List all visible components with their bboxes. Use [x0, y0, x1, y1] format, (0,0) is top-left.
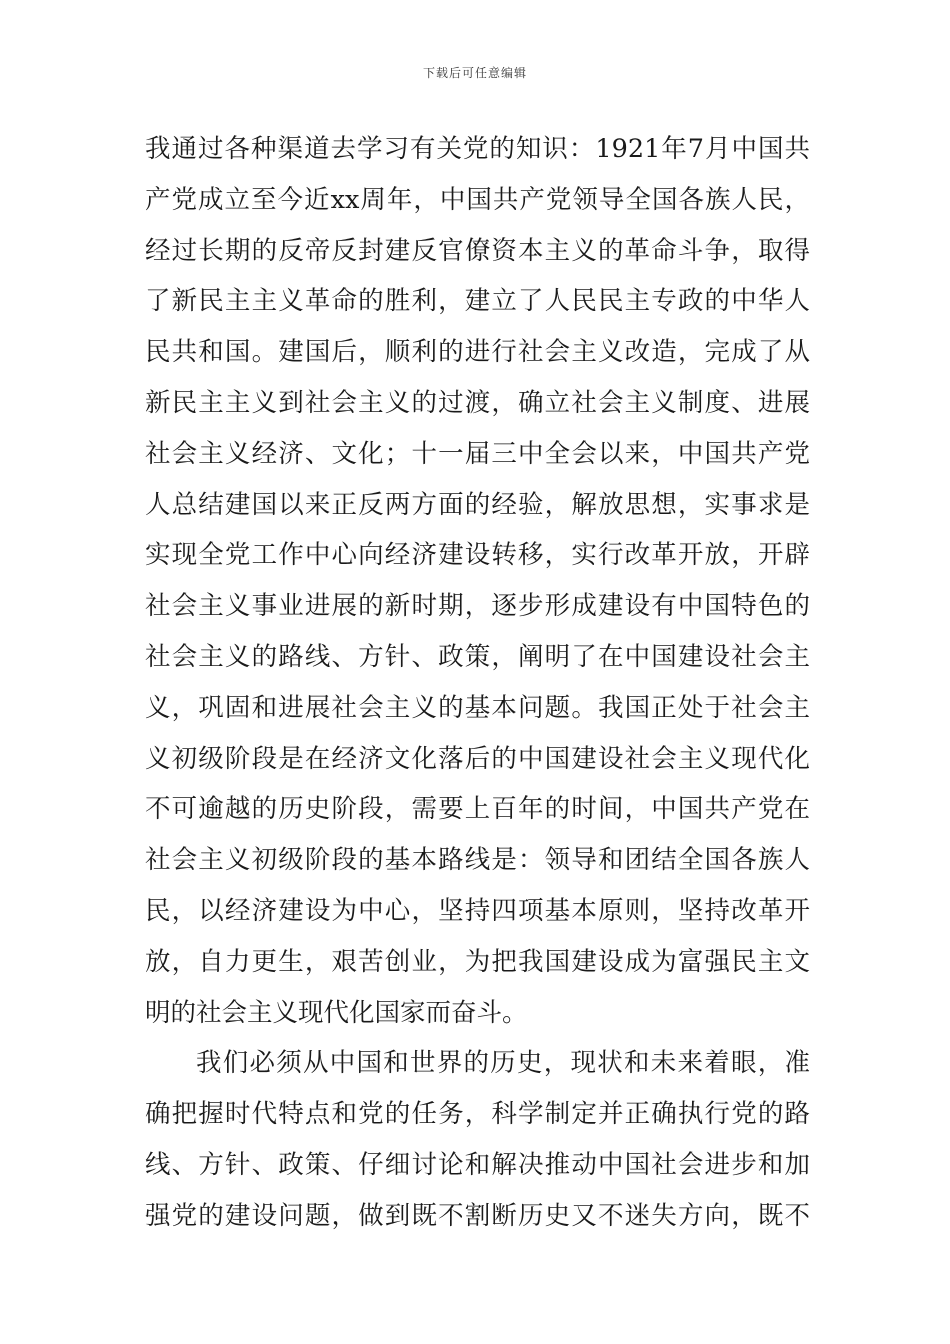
- paragraph-2: [145, 1038, 810, 1241]
- text-line: 强党的建设问题，做到既不割断历史又不迷失方向，既不: [145, 1200, 810, 1231]
- text-line: 实现全党工作中心向经济建设转移，实行改革开放，开辟: [145, 540, 810, 571]
- text-line: 了新民主主义革命的胜利，建立了人民民主专政的中华人: [145, 286, 810, 317]
- text-line: 社会主义的路线、方针、政策，阐明了在中国建设社会主: [145, 641, 810, 672]
- text-line: 我们必须从中国和世界的历史，现状和未来着眼，准: [196, 1048, 810, 1079]
- text-line: 义初级阶段是在经济文化落后的中国建设社会主义现代化: [145, 743, 810, 774]
- text-line: 产党成立至今近xx周年，中国共产党领导全国各族人民，: [145, 184, 810, 215]
- text-line: 民，以经济建设为中心，坚持四项基本原则，坚持改革开: [145, 895, 810, 926]
- text-line: 线、方针、政策、仔细讨论和解决推动中国社会进步和加: [145, 1149, 810, 1180]
- text-line: 民共和国。建国后，顺利的进行社会主义改造，完成了从: [145, 337, 810, 368]
- document-body: [145, 124, 810, 1242]
- text-line: 社会主义经济、文化；十一届三中全会以来，中国共产党: [145, 438, 810, 469]
- text-line: 明的社会主义现代化国家而奋斗。: [145, 997, 528, 1028]
- text-line: 新民主主义到社会主义的过渡，确立社会主义制度、进展: [145, 387, 810, 418]
- text-line: 社会主义初级阶段的基本路线是：领导和团结全国各族人: [145, 845, 810, 876]
- text-line: 我通过各种渠道去学习有关党的知识：1921年7月中国共: [145, 134, 810, 164]
- text-line: 确把握时代特点和党的任务，科学制定并正确执行党的路: [145, 1099, 810, 1130]
- page-header: 下载后可任意编辑: [422, 66, 527, 80]
- text-line: 放，自力更生，艰苦创业，为把我国建设成为富强民主文: [145, 946, 810, 977]
- text-line: 不可逾越的历史阶段，需要上百年的时间，中国共产党在: [145, 794, 810, 825]
- text-line: 经过长期的反帝反封建反官僚资本主义的革命斗争，取得: [145, 235, 810, 266]
- text-line: 义，巩固和进展社会主义的基本问题。我国正处于社会主: [145, 692, 810, 723]
- text-line: 社会主义事业进展的新时期，逐步形成建设有中国特色的: [145, 591, 810, 622]
- paragraph-1: [145, 124, 810, 1038]
- text-line: 人总结建国以来正反两方面的经验，解放思想，实事求是: [145, 489, 810, 520]
